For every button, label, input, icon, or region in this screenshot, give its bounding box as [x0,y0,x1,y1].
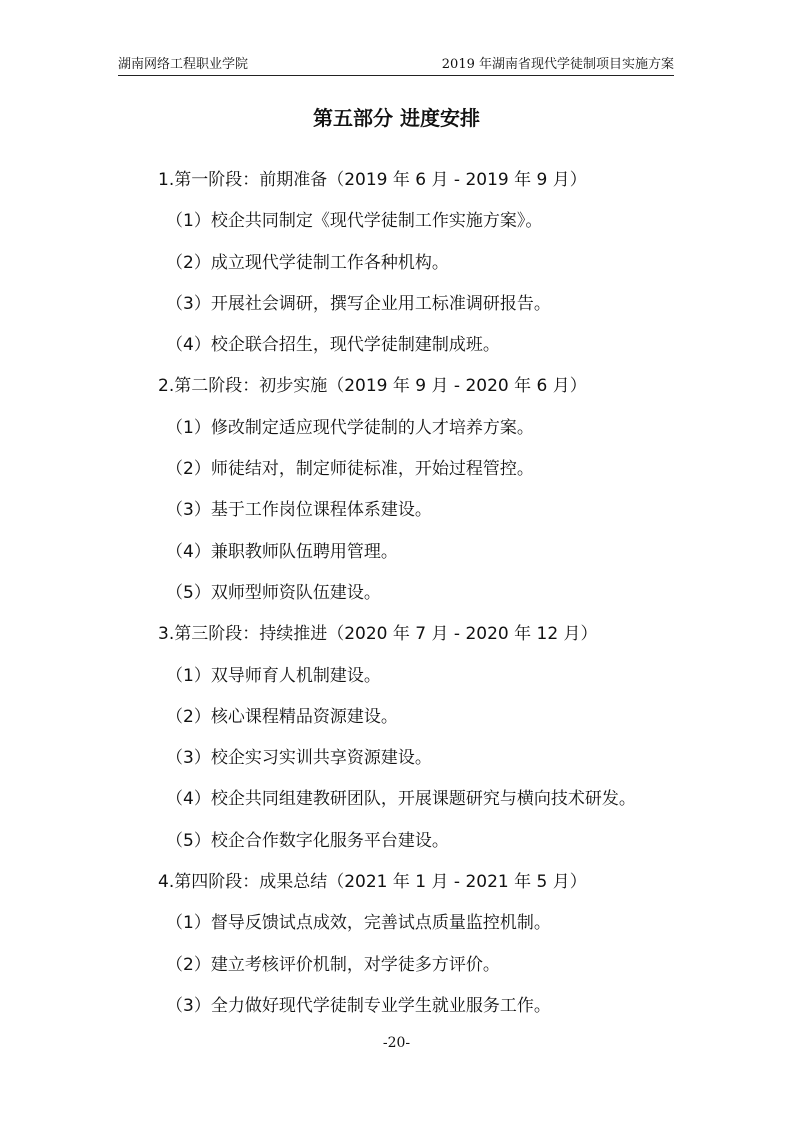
phase-1-item-3: （3）开展社会调研，撰写企业用工标准调研报告。 [166,293,551,314]
phase-1-item-2: （2）成立现代学徒制工作各种机构。 [166,252,449,273]
phase-3-item-5: （5）校企合作数字化服务平台建设。 [166,830,449,851]
header-document-title: 2019 年湖南省现代学徒制项目实施方案 [441,57,674,72]
phase-1-item-4: （4）校企联合招生，现代学徒制建制成班。 [166,335,500,356]
section-title: 第五部分 进度安排 [313,106,480,130]
page-header [118,55,674,76]
phase-2-item-3: （3）基于工作岗位课程体系建设。 [166,500,432,521]
phase-2-heading: 2.第二阶段：初步实施（2019 年 9 月 - 2020 年 6 月） [158,376,587,397]
phase-2-item-5: （5）双师型师资队伍建设。 [166,582,381,603]
header-institution: 湖南网络工程职业学院 [118,57,249,72]
phase-3-item-4: （4）校企共同组建教研团队，开展课题研究与横向技术研发。 [166,789,636,810]
phase-4-item-1: （1）督导反馈试点成效，完善试点质量监控机制。 [166,913,551,934]
phase-4-heading: 4.第四阶段：成果总结（2021 年 1 月 - 2021 年 5 月） [158,872,587,893]
phase-3-item-3: （3）校企实习实训共享资源建设。 [166,748,432,769]
page-number: -20- [382,1035,411,1051]
phase-2-item-1: （1）修改制定适应现代学徒制的人才培养方案。 [166,417,534,438]
phase-1-heading: 1.第一阶段：前期准备（2019 年 6 月 - 2019 年 9 月） [158,170,587,190]
phase-4-item-2: （2）建立考核评价机制，对学徒多方评价。 [166,954,500,975]
schedule-content [158,160,678,1027]
phase-1-item-1: （1）校企共同制定《现代学徒制工作实施方案》。 [166,211,543,232]
phase-3-item-2: （2）核心课程精品资源建设。 [166,706,398,727]
phase-3-heading: 3.第三阶段：持续推进（2020 年 7 月 - 2020 年 12 月） [158,624,598,645]
phase-2-item-2: （2）师徒结对，制定师徒标准，开始过程管控。 [166,459,534,480]
phase-4-item-3: （3）全力做好现代学徒制专业学生就业服务工作。 [166,995,551,1016]
phase-2-item-4: （4）兼职教师队伍聘用管理。 [166,541,398,562]
phase-3-item-1: （1）双导师育人机制建设。 [166,665,381,686]
